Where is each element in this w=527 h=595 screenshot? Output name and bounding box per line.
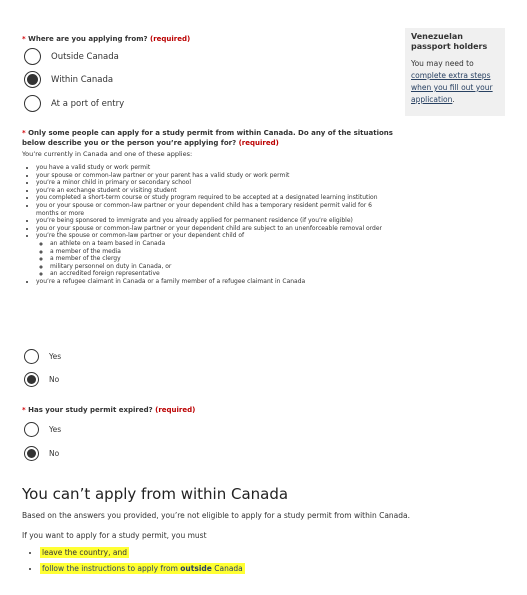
list-item: • you completed a short-term course or study program required to be accepted at a designated learning institution [36, 194, 396, 202]
radio-expired-no[interactable] [24, 446, 59, 461]
required-label: (required) [155, 406, 196, 414]
situations-intro: You’re currently in Canada and one of these applies: [22, 150, 193, 158]
sidebar-text [411, 58, 499, 106]
question-applying-from [22, 34, 190, 44]
result-instruction: If you want to apply for a study permit, you must [22, 531, 207, 540]
result-heading: You can’t apply from within Canada [22, 485, 289, 503]
list-item [40, 546, 245, 560]
step-leave-country: leave the country, and [42, 548, 127, 557]
situations-list [22, 164, 396, 286]
radio-outside-canada[interactable] [24, 48, 119, 65]
list-item: • you’re being sponsored to immigrate and you already applied for permanent residence (if you’re eligible) [36, 217, 396, 225]
list-item [36, 232, 396, 278]
list-item: • you have a valid study or work permit [36, 164, 396, 172]
sub-list-item: ◦ an accredited foreign representative [50, 270, 396, 278]
radio-expired-yes[interactable] [24, 422, 61, 437]
radio-port-of-entry[interactable] [24, 95, 124, 112]
radio-circle[interactable] [24, 95, 41, 112]
radio-circle-selected[interactable] [24, 71, 41, 88]
radio-circle-selected[interactable] [24, 372, 39, 387]
sidebar-text-before: You may need to [411, 59, 474, 68]
list-item: • you or your spouse or common-law partner or your dependent child has a temporary resident permit valid for 6 months or more [36, 202, 396, 217]
radio-label: Outside Canada [51, 51, 119, 62]
radio-circle-selected[interactable] [24, 446, 39, 461]
radio-label: No [49, 375, 60, 384]
radio-within-canada[interactable] [24, 71, 113, 88]
required-label: (required) [238, 139, 279, 147]
required-steps-list [22, 546, 245, 578]
list-item: • your spouse or common-law partner or your parent has a valid study or work permit [36, 172, 396, 180]
result-explanation: Based on the answers you provided, you’re not eligible to apply for a study permit from within Canada. [22, 511, 411, 520]
link-text: Canada [211, 564, 243, 573]
list-item: • you’re a minor child in primary or secondary school [36, 179, 396, 187]
required-star: * [22, 406, 29, 414]
list-item: • you or your spouse or common-law partner or your dependent child are subject to an unenforceable removal order [36, 225, 396, 233]
question-label: Where are you applying from? [28, 35, 148, 43]
apply-outside-link[interactable] [42, 564, 243, 573]
sub-list-item: ◦ an athlete on a team based in Canada [50, 240, 396, 248]
list-item-text: you’re the spouse or common-law partner or your dependent child of [36, 232, 245, 240]
sub-list [36, 240, 396, 278]
list-item: • you’re an exchange student or visiting student [36, 187, 396, 195]
radio-label: No [49, 449, 60, 458]
sub-list-item: ◦ military personnel on duty in Canada, or [50, 263, 396, 271]
radio-circle[interactable] [24, 48, 41, 65]
radio-label: Within Canada [51, 74, 114, 85]
question-situations [22, 128, 402, 148]
radio-situations-yes[interactable] [24, 349, 61, 364]
list-item [40, 562, 245, 576]
radio-situations-no[interactable] [24, 372, 59, 387]
radio-label: Yes [49, 425, 62, 434]
extra-steps-link[interactable]: complete extra steps when you fill out your application [411, 71, 493, 104]
sub-list-item: ◦ a member of the clergy [50, 255, 396, 263]
sidebar-text-after: . [452, 95, 455, 104]
list-item: • you’re a refugee claimant in Canada or a family member of a refugee claimant in Canada [36, 278, 396, 286]
sidebar-title: Venezuelan passport holders [411, 32, 488, 51]
step-apply-outside [40, 563, 245, 574]
link-text: follow the instructions to apply from [42, 564, 181, 573]
required-label: (required) [150, 35, 191, 43]
radio-label: Yes [49, 352, 62, 361]
question-permit-expired [22, 405, 195, 415]
sub-list-item: ◦ a member of the media [50, 248, 396, 256]
radio-circle[interactable] [24, 422, 39, 437]
required-star: * [22, 129, 29, 137]
sidebar-notice [405, 28, 505, 116]
link-text-bold: outside [180, 564, 212, 573]
required-star: * [22, 35, 29, 43]
question-label: Only some people can apply for a study permit from within Canada. Do any of the situations below describe you or the person you’re applying for? [22, 129, 393, 147]
question-label: Has your study permit expired? [28, 406, 153, 414]
radio-label: At a port of entry [51, 98, 125, 109]
radio-circle[interactable] [24, 349, 39, 364]
